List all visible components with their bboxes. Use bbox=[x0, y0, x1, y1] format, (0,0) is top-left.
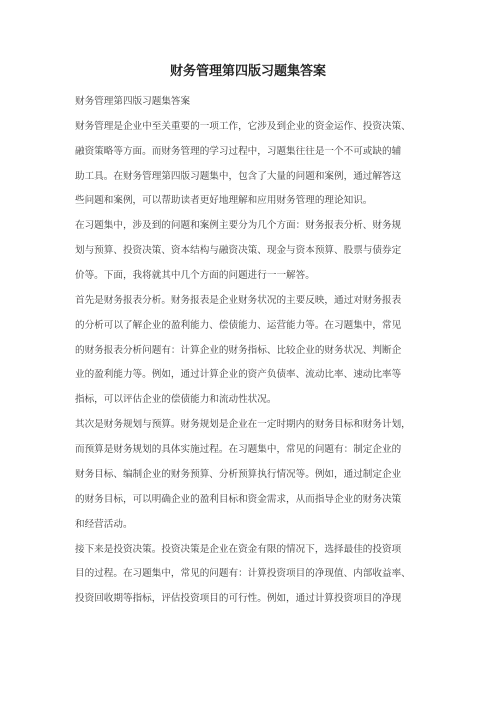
text-line: 财务管理第四版习题集答案 bbox=[75, 96, 191, 107]
text-line: 的分析可以了解企业的盈利能力、偿债能力、运营能力等。在习题集中，常见 bbox=[75, 320, 402, 331]
text-line: 融资策略等方面。而财务管理的学习过程中，习题集往往是一个不可或缺的辅 bbox=[75, 146, 402, 157]
text-line: 投资回收期等指标，评估投资项目的可行性。例如，通过计算投资项目的净现 bbox=[75, 593, 402, 604]
text-line: 和经营活动。 bbox=[75, 519, 133, 530]
text-line: 其次是财务规划与预算。财务规划是企业在一定时期内的财务目标和财务计划， bbox=[75, 419, 411, 430]
text-line: 的财务目标，可以明确企业的盈利目标和资金需求，从而指导企业的财务决策 bbox=[75, 494, 402, 505]
text-line: 价等。下面，我将就其中几个方面的问题进行一一解答。 bbox=[75, 270, 315, 281]
text-line: 首先是财务报表分析。财务报表是企业财务状况的主要反映，通过对财务报表 bbox=[75, 295, 402, 306]
document-title: 财务管理第四版习题集答案 bbox=[169, 64, 326, 79]
text-line: 目的过程。在习题集中，常见的问题有：计算投资项目的净现值、内部收益率、 bbox=[75, 568, 411, 579]
text-line: 接下来是投资决策。投资决策是企业在资金有限的情况下，选择最佳的投资项 bbox=[75, 544, 402, 555]
text-line: 财务目标、编制企业的财务预算、分析预算执行情况等。例如，通过制定企业 bbox=[75, 469, 402, 480]
text-line: 业的盈利能力等。例如，通过计算企业的资产负债率、流动比率、速动比率等 bbox=[75, 369, 402, 380]
text-line: 指标，可以评估企业的偿债能力和流动性状况。 bbox=[75, 394, 277, 405]
text-line: 而预算是财务规划的具体实施过程。在习题集中，常见的问题有：制定企业的 bbox=[75, 444, 402, 455]
text-line: 在习题集中，涉及到的问题和案例主要分为几个方面：财务报表分析、财务规 bbox=[75, 220, 402, 231]
text-line: 些问题和案例，可以帮助读者更好地理解和应用财务管理的理论知识。 bbox=[75, 195, 373, 206]
text-line: 划与预算、投资决策、资本结构与融资决策、现金与资本预算、股票与债券定 bbox=[75, 245, 402, 256]
text-line: 财务管理是企业中至关重要的一项工作，它涉及到企业的资金运作、投资决策、 bbox=[75, 121, 411, 132]
text-line: 的财务报表分析问题有：计算企业的财务指标、比较企业的财务状况、判断企 bbox=[75, 345, 402, 356]
text-line: 助工具。在财务管理第四版习题集中，包含了大量的问题和案例，通过解答这 bbox=[75, 171, 402, 182]
